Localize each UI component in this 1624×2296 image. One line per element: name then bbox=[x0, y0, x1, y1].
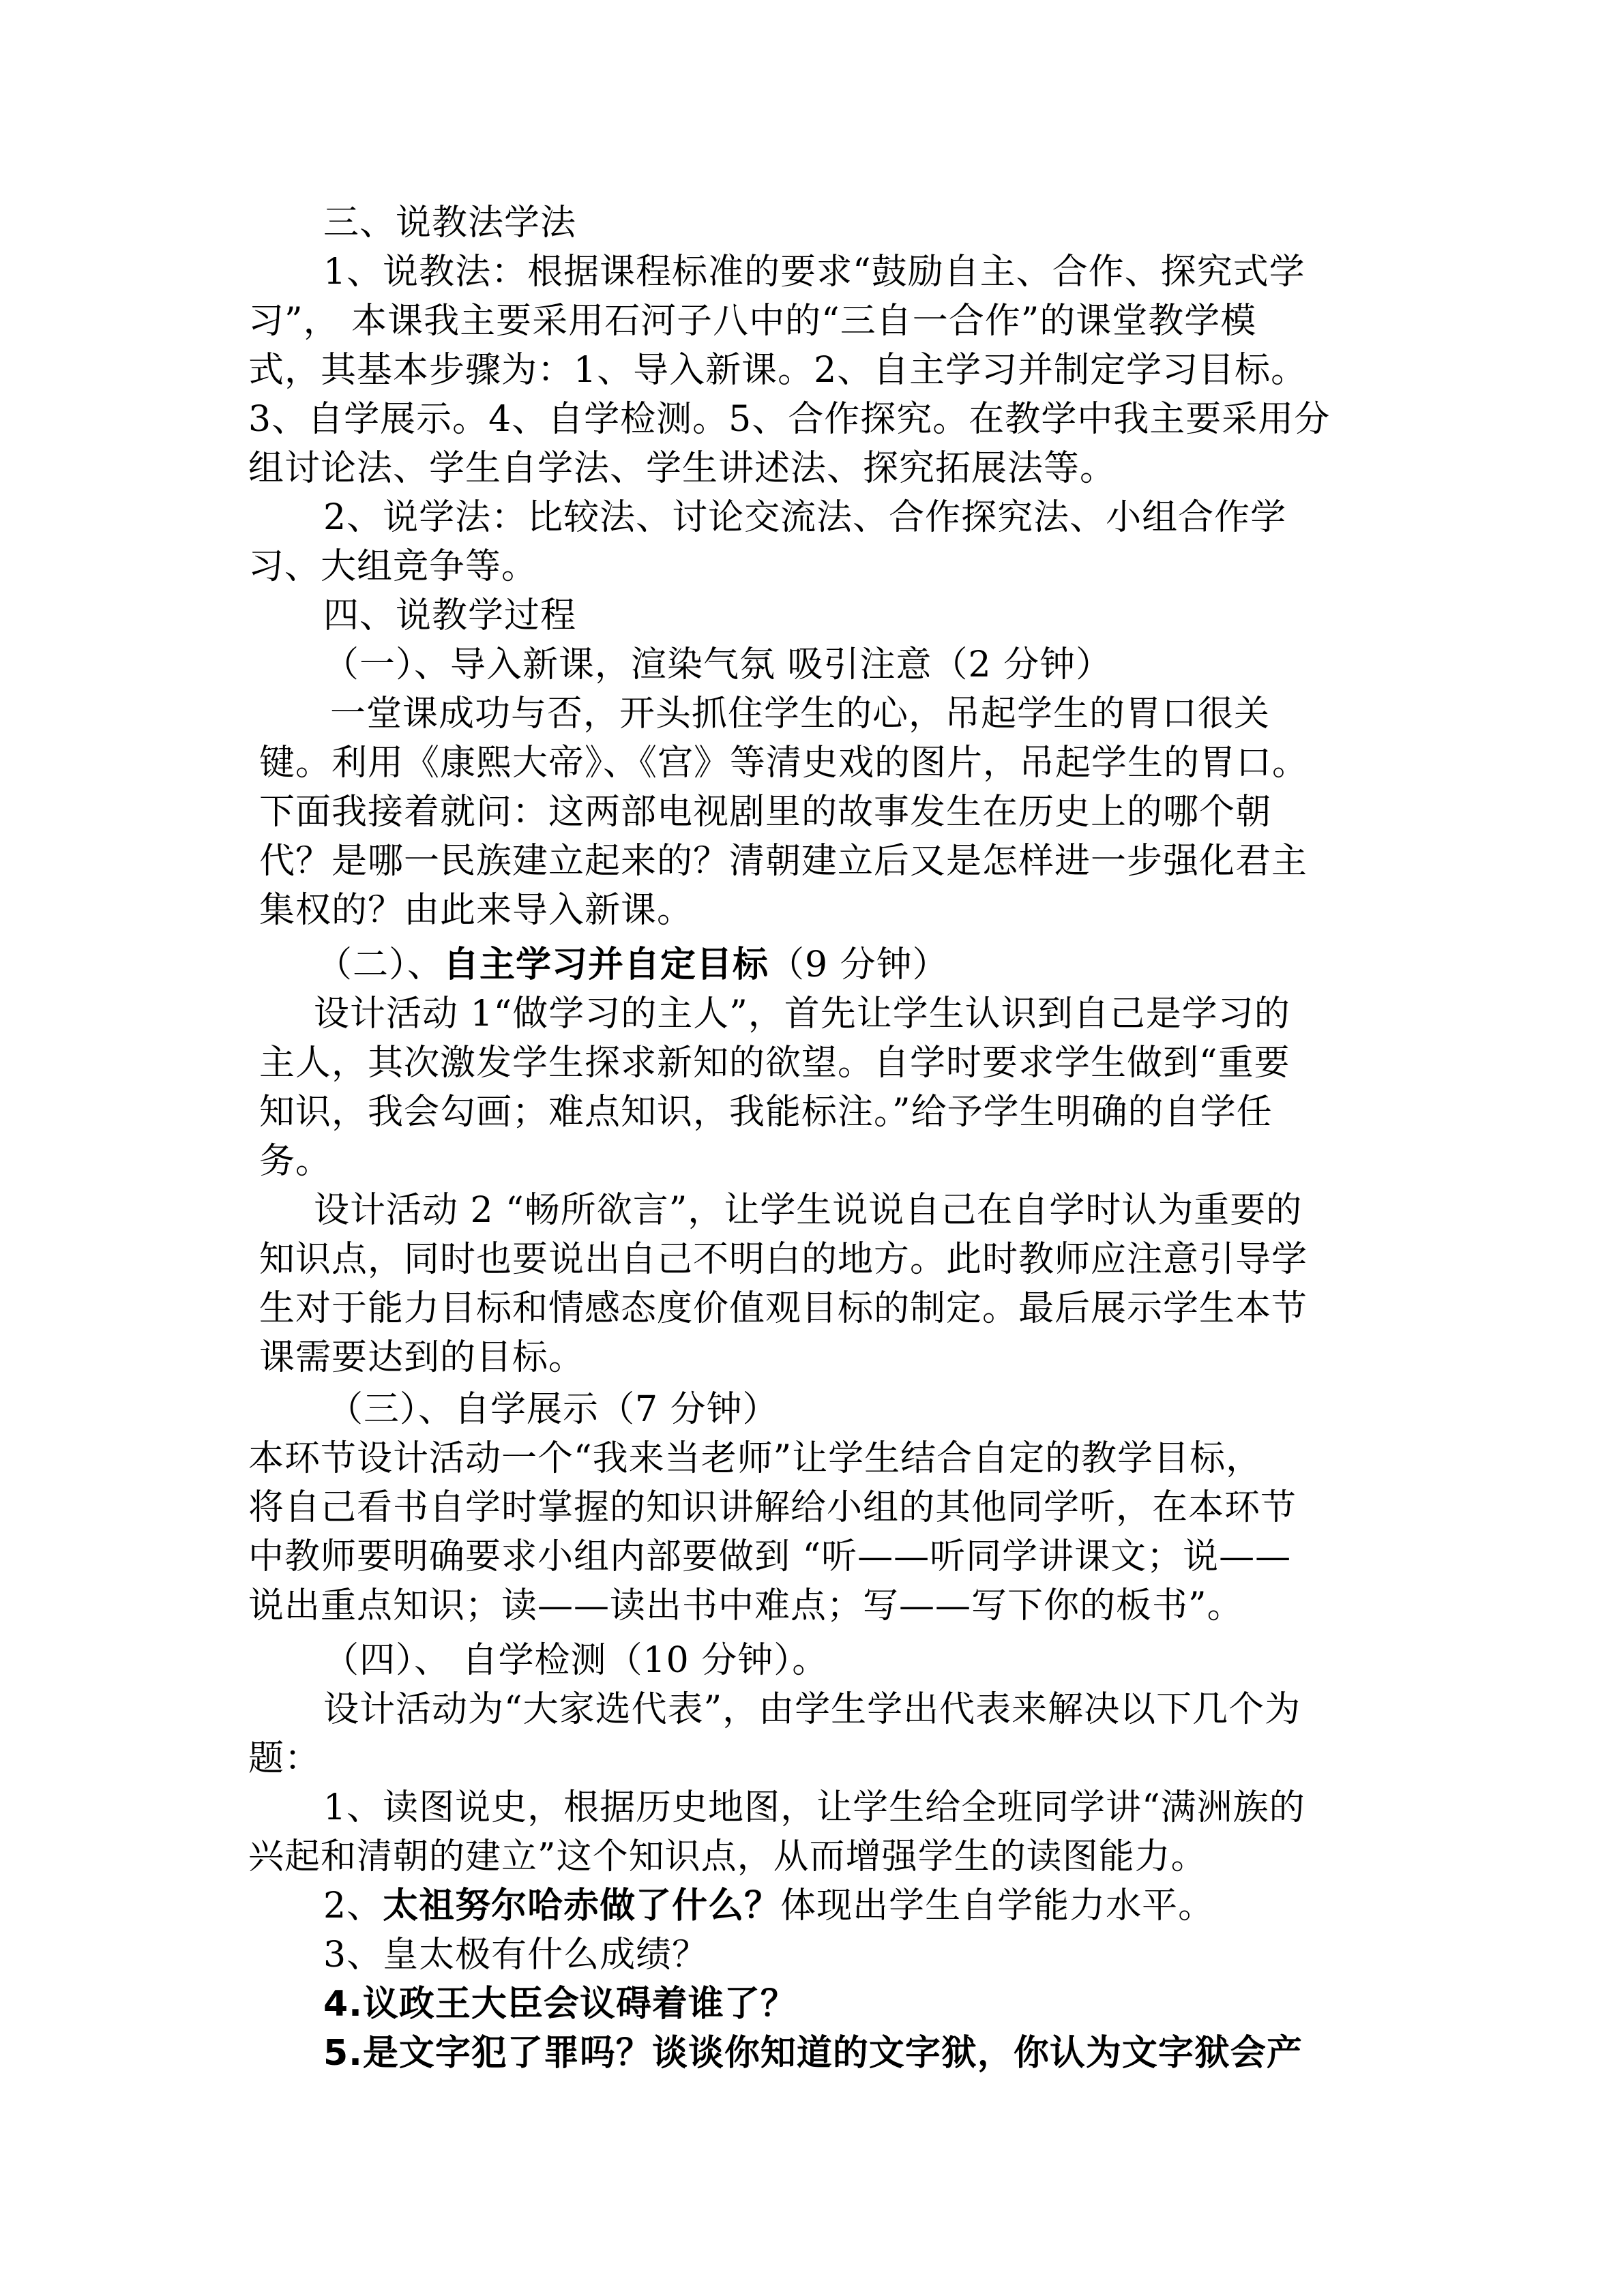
paragraph-line: 务。 bbox=[259, 1141, 332, 1182]
question-3: 3、皇太极有什么成绩？ bbox=[323, 1935, 709, 1976]
subheading-self-test: （四）、 自学检测（10 分钟）。 bbox=[323, 1640, 829, 1681]
paragraph-line: 1、读图说史，根据历史地图，让学生给全班同学讲“满洲族的 bbox=[323, 1787, 1305, 1828]
question-rest: 体现出学生自学能力水平。 bbox=[780, 1885, 1215, 1926]
paragraph-line: 键。利用《康熙大帝》、《宫》等清史戏的图片，吊起学生的胃口。 bbox=[259, 743, 1309, 784]
subheading-bold-text: 自主学习并自定目标 bbox=[443, 944, 769, 985]
paragraph-line: 将自己看书自学时掌握的知识讲解给小组的其他同学听，在本环节 bbox=[248, 1487, 1297, 1528]
paragraph-line: 兴起和清朝的建立”这个知识点，从而增强学生的读图能力。 bbox=[248, 1836, 1207, 1877]
subheading-presentation: （三）、自学展示（7 分钟） bbox=[327, 1389, 779, 1430]
question-number: 2、 bbox=[323, 1885, 383, 1926]
paragraph-line: 生对于能力目标和情感态度价值观目标的制定。最后展示学生本节 bbox=[259, 1288, 1308, 1329]
paragraph-line: 习”， 本课我主要采用石河子八中的“三自一合作”的课堂教学模 bbox=[248, 301, 1257, 342]
subheading-self-study bbox=[316, 941, 949, 989]
paragraph-line: 1、说教法：根据课程标准的要求“鼓励自主、合作、探究式学 bbox=[323, 252, 1305, 293]
subheading-intro: （一）、导入新课，渲染气氛 吸引注意（2 分钟） bbox=[323, 644, 1112, 685]
paragraph-line: 一堂课成功与否，开头抓住学生的心，吊起学生的胃口很关 bbox=[330, 694, 1271, 734]
question-2 bbox=[323, 1882, 1214, 1930]
paragraph-line: 2、说学法：比较法、讨论交流法、合作探究法、小组合作学 bbox=[323, 497, 1287, 538]
paragraph-line: 设计活动 2 “畅所欲言”，让学生说说自己在自学时认为重要的 bbox=[314, 1190, 1303, 1231]
paragraph-line: 集权的？由此来导入新课。 bbox=[259, 890, 694, 931]
paragraph-line: 说出重点知识；读——读出书中难点；写——写下你的板书”。 bbox=[248, 1585, 1243, 1626]
paragraph-line: 课需要达到的目标。 bbox=[259, 1337, 585, 1378]
question-bold-text: 太祖努尔哈赤做了什么？ bbox=[383, 1885, 781, 1926]
subheading-suffix: （9 分钟） bbox=[769, 944, 949, 985]
heading-teaching-process: 四、说教学过程 bbox=[323, 595, 577, 636]
heading-teaching-methods: 三、说教法学法 bbox=[323, 203, 577, 243]
paragraph-line: 主人，其次激发学生探求新知的欲望。自学时要求学生做到“重要 bbox=[259, 1043, 1290, 1084]
paragraph-line: 本环节设计活动一个“我来当老师”让学生结合自定的教学目标， bbox=[248, 1438, 1263, 1479]
paragraph-line: 设计活动 1“做学习的主人”，首先让学生认识到自己是学习的 bbox=[314, 994, 1290, 1034]
paragraph-line: 代？是哪一民族建立起来的？清朝建立后又是怎样进一步强化君主 bbox=[259, 841, 1308, 882]
paragraph-line: 组讨论法、学生自学法、学生讲述法、探究拓展法等。 bbox=[248, 448, 1117, 489]
question-4: 4.议政王大臣会议碍着谁了？ bbox=[323, 1984, 797, 2025]
paragraph-line: 下面我接着就问：这两部电视剧里的故事发生在历史上的哪个朝 bbox=[259, 792, 1272, 833]
paragraph-line: 知识，我会勾画；难点知识，我能标注。”给予学生明确的自学任 bbox=[259, 1092, 1273, 1133]
paragraph-line: 知识点，同时也要说出自己不明白的地方。此时教师应注意引导学 bbox=[259, 1239, 1308, 1280]
paragraph-line: 中教师要明确要求小组内部要做到 “听——听同学讲课文；说—— bbox=[248, 1536, 1292, 1577]
paragraph-line: 题： bbox=[248, 1738, 321, 1779]
paragraph-line: 设计活动为“大家选代表”，由学生学出代表来解决以下几个为 bbox=[323, 1689, 1301, 1730]
paragraph-line: 习、大组竞争等。 bbox=[248, 546, 538, 587]
question-5: 5.是文字犯了罪吗？谈谈你知道的文字狱，你认为文字狱会产 bbox=[323, 2033, 1303, 2074]
paragraph-line: 式，其基本步骤为：1、导入新课。2、自主学习并制定学习目标。 bbox=[248, 350, 1308, 391]
paragraph-line: 3、自学展示。4、自学检测。5、合作探究。在教学中我主要采用分 bbox=[248, 399, 1331, 440]
subheading-prefix: （二）、 bbox=[316, 944, 444, 985]
